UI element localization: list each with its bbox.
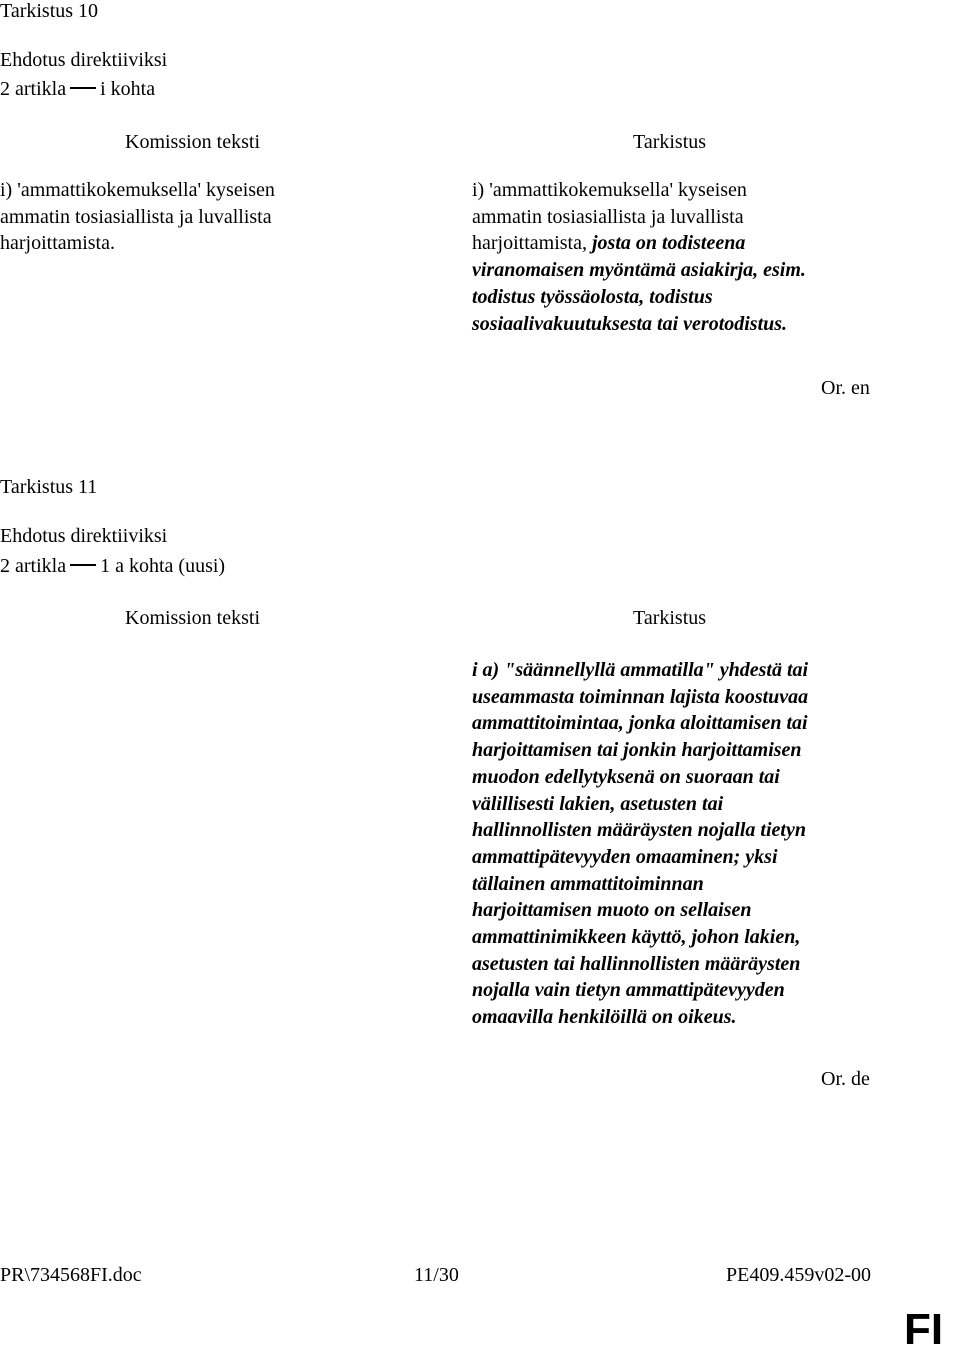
article-label: 2 artikla [0,555,67,577]
commission-text-header: Komission teksti [125,607,261,629]
footer-page-number: 11/30 [414,1264,459,1286]
article-label: 2 artikla [0,78,67,100]
footer-doc-ref: PR\734568FI.doc [0,1264,142,1286]
article-dash [70,87,96,89]
amendment-11-article [0,553,225,580]
article-dash [70,564,96,566]
article-point: i kohta [100,78,156,100]
article-point: 1 a kohta (uusi) [100,555,226,577]
original-language: Or. en [821,377,870,399]
original-language: Or. de [821,1068,870,1090]
amendment-text-body: i a) "säännellyllä ammatilla" yhdestä tai useammasta toiminnan lajista koostuvaa ammattitoimintaa, jonka aloittamisen tai harjoittamisen tai jonkin harjoittamisen muodon edellytyksenä on suoraan tai välillisesti lakien, asetusten tai hallinnollisten määräysten nojalla tietyn ammattipätevyyden omaaminen; yksi tällainen ammattitoiminnan harjoittamisen muoto on sellaisen ammattinimikkeen käyttö, johon lakien, asetusten tai hallinnollisten määräysten nojalla vain tietyn ammattipätevyyden omaavilla henkilöillä on oikeus. [472,659,809,1029]
commission-text-header: Komission teksti [125,131,261,153]
amendment-10-article [0,76,155,103]
commission-text-body: i) 'ammattikokemuksella' kyseisen ammatin tosiasiallista ja luvallista harjoittamista. [0,179,275,255]
added-text: josta on todisteena [591,232,746,255]
footer-pe-ref: PE409.459v02-00 [726,1264,871,1286]
amendment-header: Tarkistus [633,607,707,629]
amendment-11-heading: Tarkistus 11 [0,476,98,498]
amendment-10-heading: Tarkistus 10 [0,0,99,22]
amendment-text-body: i) 'ammattikokemuksella' kyseisen ammatin tosiasiallista ja luvallista harjoittamista, josta on todisteena viranomaisen myöntämä asiakirja, esim. todistus työssäolosta, todistus sosiaalivakuutuksesta tai verotodistus. [472,179,806,335]
amendment-header: Tarkistus [633,131,707,153]
amendment-10-proposal: Ehdotus direktiiviksi [0,49,168,71]
footer-language-code: FI [904,1305,944,1354]
amendment-11-proposal: Ehdotus direktiiviksi [0,525,168,547]
